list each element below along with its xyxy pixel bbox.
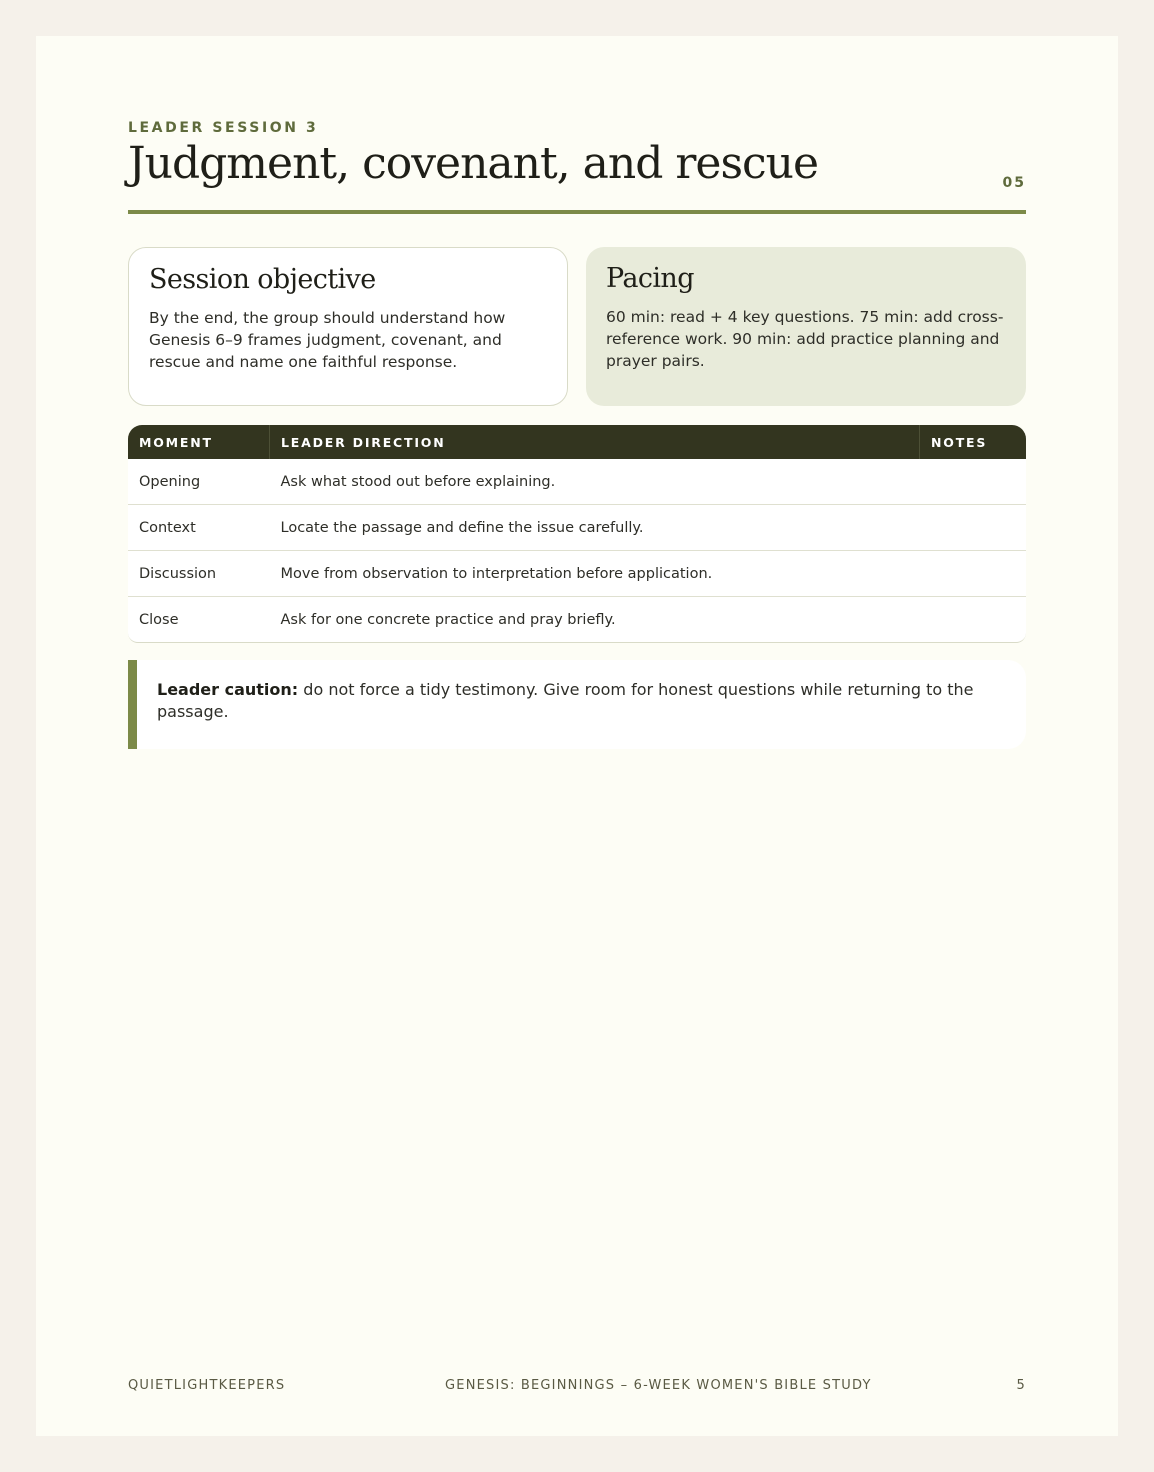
cell-notes [920,505,1027,551]
cell-moment: Context [128,505,270,551]
column-header-moment: MOMENT [128,425,270,459]
footer-page-number: 5 [1016,1378,1026,1393]
pacing-heading: Pacing [606,263,694,294]
cell-direction: Locate the passage and define the issue carefully. [270,505,920,551]
title-rule [128,210,1026,214]
page-title: Judgment, covenant, and rescue [128,138,819,189]
leader-table [128,425,1026,643]
session-eyebrow: LEADER SESSION 3 [128,120,319,136]
cell-direction: Ask for one concrete practice and pray briefly. [270,597,920,643]
table-row [128,459,1026,505]
pacing-body: 60 min: read + 4 key questions. 75 min: add cross-reference work. 90 min: add practice planning and prayer pairs. [606,308,1004,370]
cell-moment: Opening [139,473,201,490]
column-header-direction: LEADER DIRECTION [270,425,920,459]
cell-notes [920,459,1027,505]
table-header-row [128,425,1026,459]
table-row [128,505,1026,551]
objective-card [128,247,568,406]
page [36,36,1118,1436]
table-row [128,551,1026,597]
cell-notes [920,597,1027,643]
leader-caution-callout [128,660,1026,749]
objective-body: By the end, the group should understand how Genesis 6–9 frames judgment, covenant, and rescue and name one faithful response. [149,309,506,371]
table-row [128,597,1026,643]
cell-moment: Close [128,597,270,643]
caution-text: do not force a tidy testimony. Give room for honest questions while returning to the passage. [157,680,974,721]
objective-heading: Session objective [149,264,376,295]
cell-direction: Ask what stood out before explaining. [280,473,556,490]
pacing-card [586,247,1026,406]
page-code: 05 [1002,175,1026,191]
cell-direction: Move from observation to interpretation before application. [270,551,920,597]
footer-series-title: GENESIS: BEGINNINGS – 6-WEEK WOMEN'S BIBLE STUDY [445,1378,872,1393]
cell-notes [920,551,1027,597]
column-header-notes: NOTES [920,425,1027,459]
cell-moment: Discussion [128,551,270,597]
caution-label: Leader caution: [157,680,299,699]
footer-brand: QUIETLIGHTKEEPERS [128,1378,286,1393]
